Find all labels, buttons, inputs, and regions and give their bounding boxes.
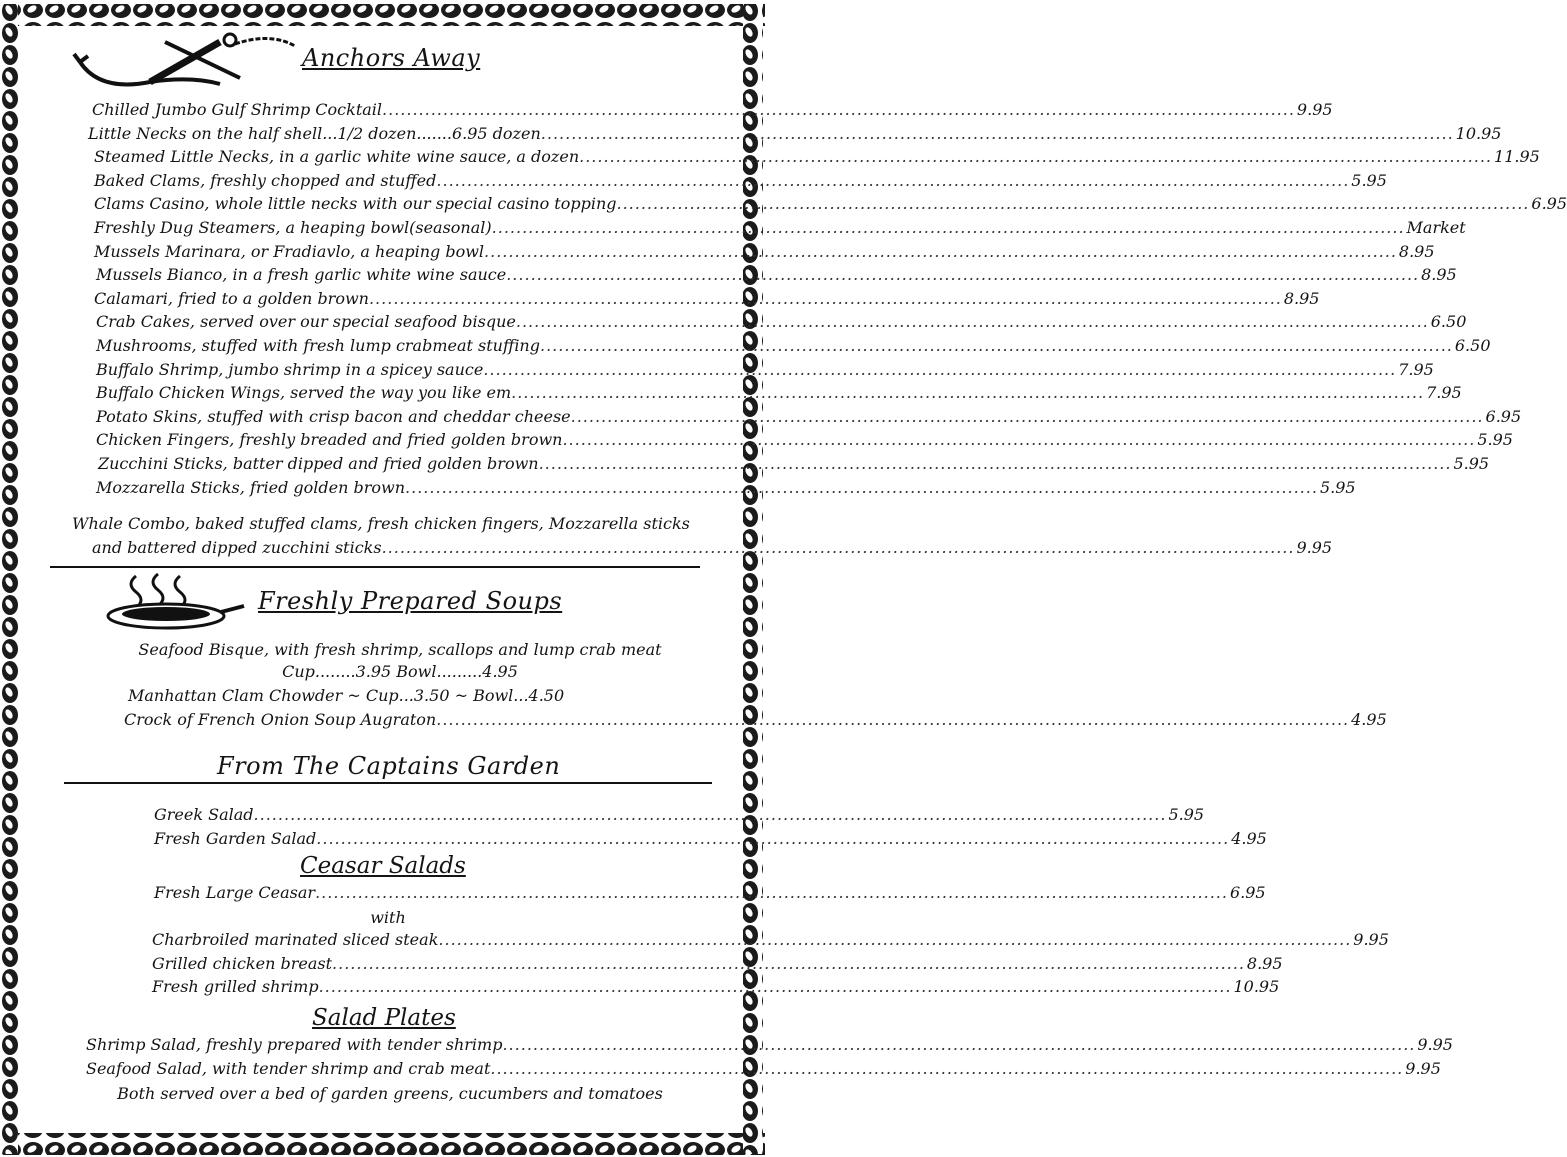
menu-item — [94, 147, 1540, 167]
leader-dots: ...................................................................................................................................................... — [506, 265, 1420, 285]
caesar-large — [154, 883, 1266, 902]
item-price: 5.95 — [1477, 430, 1513, 450]
combo-name-2: and battered dipped zucchini sticks — [92, 538, 382, 557]
garden-title: From The Captains Garden — [217, 752, 561, 780]
item-price: 10.95 — [1233, 977, 1280, 996]
leader-dots: ...................................................................................................................................................... — [511, 383, 1425, 403]
item-name: Grilled chicken breast — [152, 953, 333, 973]
item-name: Clams Casino, whole little necks with our special casino topping — [94, 194, 617, 214]
item-price: 8.95 — [1246, 953, 1283, 973]
menu-item — [92, 100, 1333, 119]
soup-bisque: Seafood Bisque, with fresh shrimp, scallops and lump crab meat — [138, 640, 662, 659]
item-price: 5.95 — [1453, 454, 1490, 473]
item-price: 6.95 — [1531, 194, 1567, 214]
item-name: Mussels Marinara, or Fradiavlo, a heaping bowl — [94, 241, 485, 261]
combo-line-2 — [92, 538, 1333, 557]
item-price: 6.50 — [1430, 312, 1467, 332]
divider-1 — [50, 566, 700, 568]
menu-item — [96, 336, 1491, 355]
leader-dots: ...................................................................................................................................................... — [539, 336, 1453, 355]
leader-dots: ...................................................................................................................................................... — [579, 147, 1493, 167]
menu-item — [152, 953, 1283, 973]
item-name: Charbroiled marinated sliced steak — [152, 930, 439, 949]
item-name: Crock of French Onion Soup Augraton — [124, 710, 437, 729]
item-name: Steamed Little Necks, in a garlic white wine sauce, a dozen — [94, 147, 580, 167]
item-name: Mussels Bianco, in a fresh garlic white wine sauce — [96, 265, 507, 285]
item-name: Fresh Large Ceasar — [154, 883, 316, 902]
menu-item — [88, 123, 1502, 143]
item-price: 7.95 — [1426, 383, 1462, 403]
menu-item — [94, 288, 1320, 308]
item-price: 11.95 — [1494, 147, 1540, 167]
combo-name: Whale Combo, baked stuffed clams, fresh chicken fingers, Mozzarella sticks — [72, 514, 690, 533]
item-name: Fresh Garden Salad — [154, 829, 317, 848]
leader-dots: ...................................................................................................................................................... — [483, 359, 1397, 379]
item-price: 7.95 — [1398, 359, 1434, 379]
item-price: 8.95 — [1421, 265, 1457, 285]
item-name: Mushrooms, stuffed with fresh lump crabmeat stuffing — [96, 336, 540, 355]
menu-item — [94, 194, 1567, 214]
leader-dots: ...................................................................................................................................................... — [382, 100, 1295, 119]
item-name: Shrimp Salad, freshly prepared with tender shrimp — [86, 1035, 503, 1054]
leader-dots: ...................................................................................................................................................... — [405, 477, 1318, 497]
item-name: Zucchini Sticks, batter dipped and fried golden brown — [98, 454, 539, 473]
item-price: 5.95 — [1351, 170, 1387, 190]
leader-dots: ...................................................................................................................................................... — [315, 883, 1228, 902]
item-name: Buffalo Chicken Wings, served the way you like em — [96, 383, 512, 403]
menu-item — [96, 406, 1522, 426]
item-name: Freshly Dug Steamers, a heaping bowl(seasonal) — [94, 218, 492, 237]
leader-dots: ...................................................................................................................................................... — [502, 1035, 1416, 1054]
leader-dots: ...................................................................................................................................................... — [484, 241, 1397, 261]
plates-title: Salad Plates — [312, 1005, 456, 1031]
menu-item — [98, 454, 1490, 473]
soup-onion — [124, 710, 1387, 729]
item-name: Chicken Fingers, freshly breaded and fried golden brown — [96, 430, 563, 450]
divider-2 — [64, 782, 712, 784]
item-price: 10.95 — [1455, 123, 1502, 143]
menu-item — [94, 170, 1387, 190]
item-price: 6.95 — [1485, 406, 1522, 426]
item-price: 5.95 — [1319, 477, 1356, 497]
leader-dots: ...................................................................................................................................................... — [490, 1059, 1404, 1078]
leader-dots: ...................................................................................................................................................... — [316, 829, 1230, 848]
item-name: Calamari, fried to a golden brown — [94, 288, 369, 308]
leader-dots: ...................................................................................................................................................... — [436, 710, 1350, 729]
leader-dots: ...................................................................................................................................................... — [540, 123, 1454, 143]
leader-dots: ...................................................................................................................................................... — [368, 288, 1282, 308]
menu-item — [96, 265, 1457, 285]
plates-note: Both served over a bed of garden greens, cucumbers and tomatoes — [117, 1084, 663, 1103]
leader-dots: ...................................................................................................................................................... — [438, 930, 1352, 949]
item-name: Seafood Salad, with tender shrimp and crab meat — [86, 1059, 491, 1078]
leader-dots: ...................................................................................................................................................... — [538, 454, 1452, 473]
item-price: Market — [1406, 218, 1466, 237]
item-price: 9.95 — [1417, 1035, 1453, 1054]
item-name: Mozzarella Sticks, fried golden brown — [96, 477, 406, 497]
menu-item — [96, 430, 1513, 450]
menu-item — [154, 829, 1267, 848]
menu-item — [96, 477, 1356, 497]
item-price: 4.95 — [1231, 829, 1267, 848]
leader-dots: ...................................................................................................................................................... — [332, 953, 1245, 973]
item-price: 9.95 — [1296, 100, 1333, 119]
menu-item — [154, 805, 1205, 824]
item-name: Buffalo Shrimp, jumbo shrimp in a spicey sauce — [96, 359, 484, 379]
item-name: Crab Cakes, served over our special seafood bisque — [96, 312, 516, 332]
anchor-icon — [70, 32, 300, 88]
item-price: 5.95 — [1168, 805, 1205, 824]
combo-price: 9.95 — [1296, 538, 1333, 557]
item-name: Little Necks on the half shell...1/2 dozen.......6.95 dozen — [88, 123, 541, 143]
item-name: Potato Skins, stuffed with crisp bacon and cheddar cheese — [96, 406, 571, 426]
caesar-with: with — [370, 908, 406, 927]
item-price: 9.95 — [1353, 930, 1389, 949]
combo-line-1 — [72, 514, 732, 533]
item-price: 8.95 — [1398, 241, 1435, 261]
leader-dots: ...................................................................................................................................................... — [253, 805, 1167, 824]
menu-item — [94, 241, 1435, 261]
item-price: 9.95 — [1405, 1059, 1441, 1078]
soup-bisque-sizes: Cup........3.95 Bowl.........4.95 — [282, 662, 518, 681]
menu-item — [86, 1059, 1441, 1078]
soups-title: Freshly Prepared Soups — [258, 587, 563, 615]
leader-dots: ...................................................................................................................................................... — [616, 194, 1530, 214]
menu-item — [96, 312, 1467, 332]
menu-item — [96, 383, 1462, 403]
menu-item — [152, 977, 1280, 996]
leader-dots: ...................................................................................................................................................... — [515, 312, 1429, 332]
item-name: Chilled Jumbo Gulf Shrimp Cocktail — [92, 100, 383, 119]
item-name: Fresh grilled shrimp — [152, 977, 319, 996]
leader-dots: ...................................................................................................................................................... — [570, 406, 1484, 426]
item-price: 6.95 — [1229, 883, 1266, 902]
leader-dots: ...................................................................................................................................................... — [318, 977, 1232, 996]
soup-chowder: Manhattan Clam Chowder ~ Cup...3.50 ~ Bowl...4.50 — [128, 686, 565, 705]
item-price: 4.95 — [1351, 710, 1387, 729]
item-price: 6.50 — [1454, 336, 1491, 355]
item-price: 8.95 — [1283, 288, 1320, 308]
menu-item — [94, 218, 1466, 237]
item-name: Baked Clams, freshly chopped and stuffed — [94, 170, 437, 190]
leader-dots: ...................................................................................................................................................... — [381, 538, 1295, 557]
leader-dots: ...................................................................................................................................................... — [436, 170, 1350, 190]
item-name: Greek Salad — [154, 805, 254, 824]
leader-dots: ...................................................................................................................................................... — [562, 430, 1476, 450]
leader-dots: ...................................................................................................................................................... — [491, 218, 1405, 237]
caesar-title: Ceasar Salads — [300, 853, 466, 879]
menu-item — [96, 359, 1434, 379]
soup-bowl-icon — [96, 572, 246, 634]
appetizers-title: Anchors Away — [302, 44, 481, 72]
menu-item — [86, 1035, 1453, 1054]
menu-item — [152, 930, 1389, 949]
